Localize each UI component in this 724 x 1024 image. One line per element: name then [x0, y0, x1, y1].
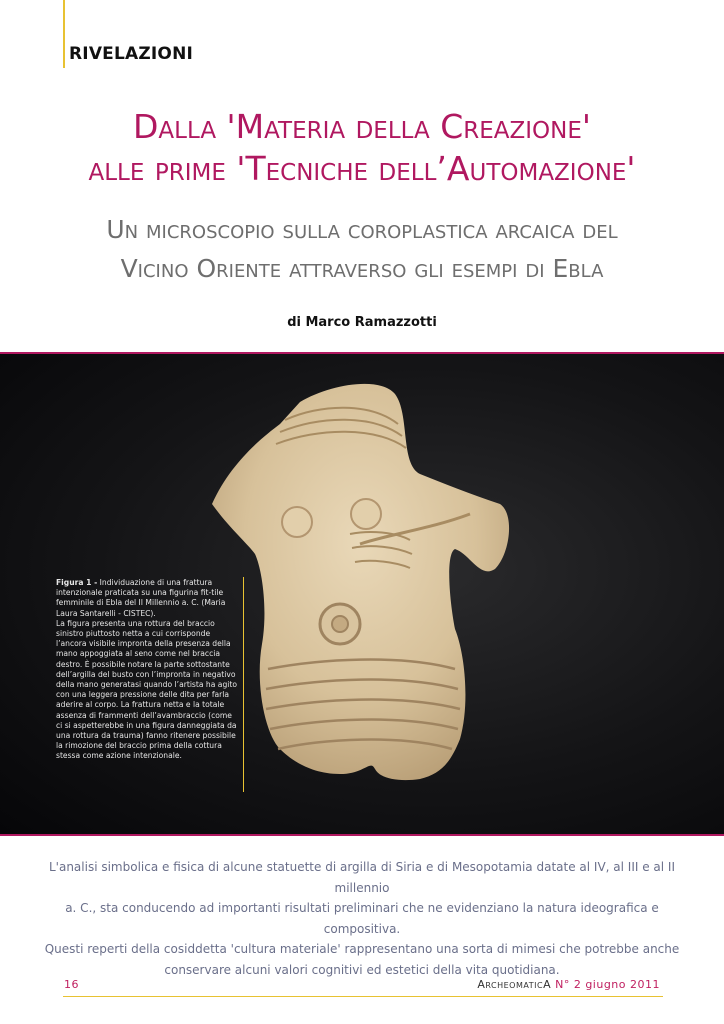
article-subtitle-line-2: Vicino Oriente attraverso gli esempi di Ebla — [120, 254, 604, 283]
section-label: RIVELAZIONI — [69, 44, 194, 64]
caption-text-2: La figura presenta una rottura del braccio sinistro piuttosto netta a cui corrisponde l’ancora visibile impronta della presenza della mano appoggiata al seno come nel braccia destro. È possibile notare la parte sottostante dell’argilla del busto con l’impronta in negativo della mano generatasi quando l’artista ha agito con una leggera pressione delle dita per farla aderire al corpo. La frattura netta e la totale assenza di frammenti dell’avambraccio (come ci si aspetterebbe in una figura danneggiata da una rottura da trauma) fanno ritenere possibile la rimozione del braccio prima della cottura stessa come azione intenzionale. — [56, 618, 238, 761]
page-number: 16 — [64, 978, 79, 991]
header-rule — [63, 0, 65, 68]
journal-issue: N° 2 giugno 2011 — [555, 978, 660, 991]
article-title-line-1: Dalla 'Materia della Creazione' — [133, 107, 591, 146]
journal-info — [477, 978, 660, 991]
journal-name: ArcheomaticA — [477, 978, 552, 991]
caption-label: Figura 1 - — [56, 578, 98, 587]
figure-caption — [56, 578, 238, 762]
footer-rule — [63, 996, 663, 997]
abstract-line-3: Questi reperti della cosiddetta 'cultura materiale' rappresentano una sorta di mimesi che potrebbe anche — [44, 942, 680, 956]
abstract-line-1: L'analisi simbolica e fisica di alcune statuette di argilla di Siria e di Mesopotamia datate al IV, al III e al II millennio — [48, 860, 675, 895]
article-subtitle-line-1: Un microscopio sulla coroplastica arcaica del — [106, 215, 618, 244]
figurine-breast-right — [351, 499, 381, 529]
caption-text-1: Individuazione di una frattura intenzionale praticata su una figurina fit-tile femminile di Ebla del II Millennio a. C. (Maria Laura Santarelli - CISTEC). — [56, 578, 226, 618]
abstract — [40, 857, 684, 980]
figurine-breast-left — [282, 507, 312, 537]
article-title-line-2: alle prime 'Tecniche dell’Automazione' — [88, 149, 636, 188]
author-byline: di Marco Ramazzotti — [287, 315, 437, 330]
caption-rule — [243, 577, 244, 792]
abstract-line-4: conservare alcuni valori cognitivi ed estetici della vita quotidiana. — [164, 962, 560, 977]
abstract-line-2: a. C., sta conducendo ad importanti risultati preliminari che ne evidenziano la natura ideografica e compositiva. — [65, 901, 659, 936]
